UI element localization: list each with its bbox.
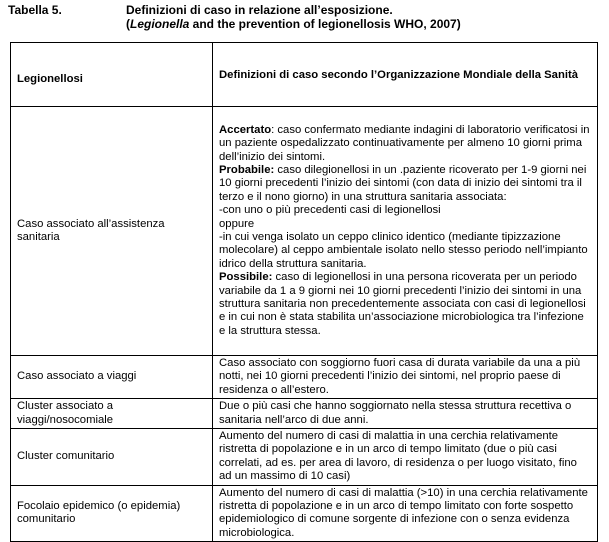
- table-row: [11, 485, 598, 542]
- row-category: Focolaio epidemico (o epidemia) comunitario: [11, 485, 213, 542]
- definition-condition-1: -con uno o più precedenti casi di legionellosi: [219, 204, 441, 217]
- definition-possibile: [219, 271, 591, 338]
- table-header-row: [11, 43, 598, 107]
- table-number: Tabella 5.: [8, 3, 62, 17]
- table-row: [11, 399, 598, 429]
- definition-text: caso dilegionellosi in un .paziente ricoverato per 1-9 giorni nei 10 giorni precedenti l’inizio dei sintomi (con data di inizio dei sintomi tra il terzo e il nono giorno) in una struttura sanitaria associata:: [219, 163, 587, 203]
- row-category: Caso associato all’assistenza sanitaria: [11, 107, 213, 356]
- definition-text: caso di legionellosi in una persona ricoverata per un periodo variabile da 1 a 9 giorni nei 10 giorni precedenti l’inizio dei sintomi in una struttura sanitaria non precedentemente associata con casi di legionellosi e in cui non è stata stabilita un’associazione microbiologica tra l’infezione e la struttura stessa.: [219, 271, 586, 337]
- title-paren: (: [126, 17, 130, 31]
- title-source: and the prevention of legionellosis WHO, 2007): [189, 17, 461, 31]
- table-title-line2: [126, 17, 596, 31]
- definition-term: Accertato: [219, 123, 272, 136]
- definition-term: Possibile:: [219, 271, 273, 284]
- header-definitions: Definizioni di caso secondo l’Organizzazione Mondiale della Sanità: [213, 43, 598, 107]
- table-title-line1: Definizioni di caso in relazione all’esposizione.: [126, 3, 393, 17]
- definition-probabile: [219, 164, 591, 204]
- row-definition: Aumento del numero di casi di malattia (>10) in una cerchia relativamente ristretta di popolazione e in un arco di tempo limitato con forte sospetto epidemiologico di comune sorgente di infezione con o senza evidenza microbiologica.: [213, 485, 598, 542]
- row-definition: Caso associato con soggiorno fuori casa di durata variabile da una a più notti, nei 10 giorni precedenti l’inizio dei sintomi, nel proprio paese di residenza o all’estero.: [213, 356, 598, 399]
- row-definition: Due o più casi che hanno soggiornato nella stessa struttura recettiva o sanitaria nell’arco di due anni.: [213, 399, 598, 429]
- case-definitions-table: [10, 42, 598, 542]
- header-legionellosi: Legionellosi: [11, 43, 213, 107]
- row-definition: Aumento del numero di casi di malattia in una cerchia relativamente ristretta di popolazione e in un arco di tempo limitato (due o più casi correlati, ad es. per area di lavoro, di residenza o per luogo visitato, fino ad un massimo di 10 casi): [213, 429, 598, 486]
- table-row: [11, 356, 598, 399]
- definition-or: oppure: [219, 217, 255, 230]
- row-category: Cluster comunitario: [11, 429, 213, 486]
- row-definition: [213, 107, 598, 356]
- table-title: [126, 3, 596, 31]
- table-row: [11, 107, 598, 356]
- definition-term: Probabile:: [219, 163, 275, 176]
- definition-text: : caso confermato mediante indagini di laboratorio verificatosi in un paziente ospedalizzato continuativamente per almeno 10 giorni prima dell’inizio dei sintomi.: [219, 123, 590, 163]
- title-italic-word: Legionella: [130, 17, 190, 31]
- definition-condition-2: -in cui venga isolato un ceppo clinico identico (mediante tipizzazione molecolare) al ceppo ambientale isolato nello stesso periodo nell’impianto idrico della struttura sanitaria.: [219, 231, 588, 270]
- definition-accertato: [219, 124, 591, 164]
- row-category: Caso associato a viaggi: [11, 356, 213, 399]
- row-category: Cluster associato a viaggi/nosocomiale: [11, 399, 213, 429]
- table-row: [11, 429, 598, 486]
